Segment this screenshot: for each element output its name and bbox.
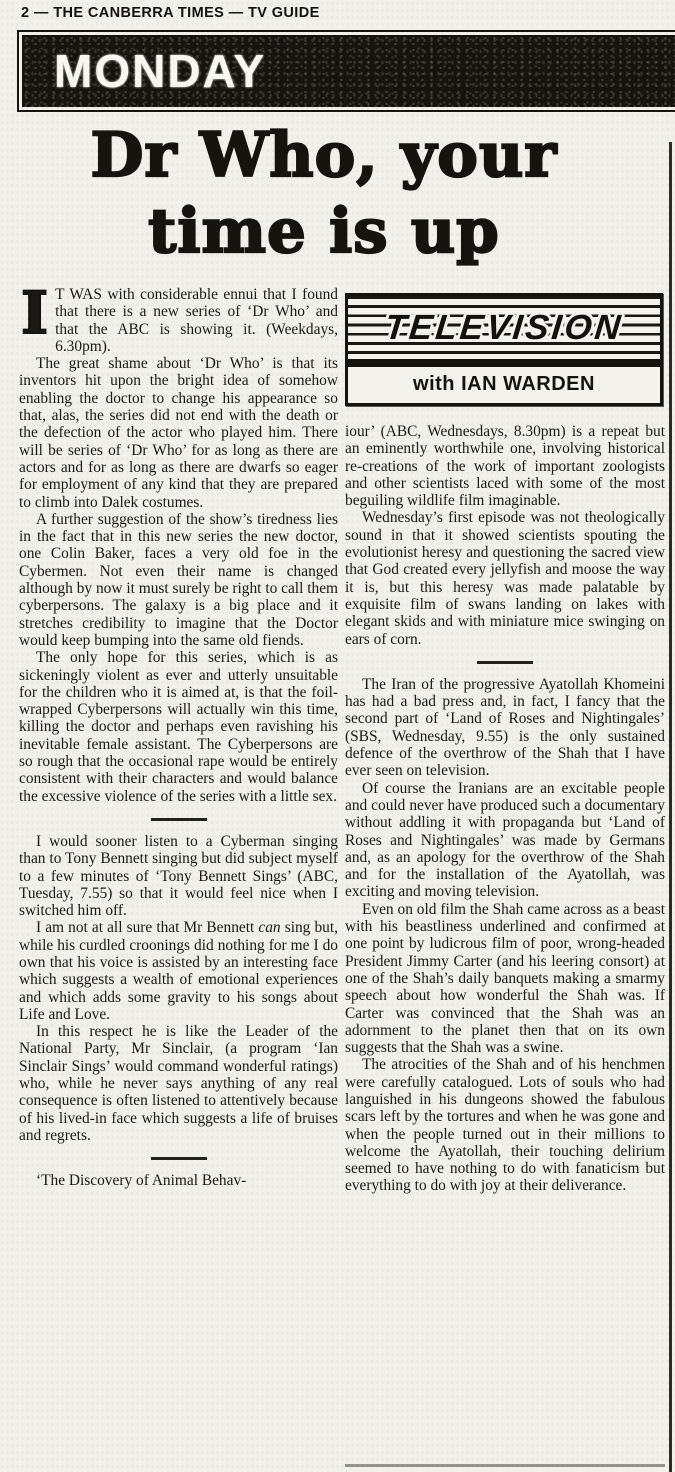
paragraph xyxy=(19,919,338,1023)
paragraph: I would sooner listen to a Cyberman singing than to Tony Bennett singing but did subject myself to a few minutes of ‘Tony Bennett Sings’ (ABC, Tuesday, 7.55) so that it would feel nice when I switched him off. xyxy=(19,832,338,920)
television-column-box xyxy=(345,293,663,406)
headline-line-1: Dr Who, your xyxy=(90,120,558,191)
paragraph-part: sing but, while his curdled croonings did nothing for me I do own that his voice is assisted by an interesting face which suggests a wealth of emotional experiences and which adds some gravity to his songs about Life and Love. xyxy=(19,919,338,1023)
paragraph: Wednesday’s first episode was not theologically sound in that it showed scientists spouting the evolutionist heresy and questioning the sacred view that God created every jellyfish and moose the way it is, but this heresy was made palatable by exquisite film of swans landing on lakes with elegant skids and with miniature mice swinging on ears of corn. xyxy=(345,509,665,648)
day-banner-bar xyxy=(22,35,675,107)
drop-cap: I xyxy=(21,279,49,347)
paragraph-lead-text: T WAS with considerable ennui that I found that there is a new series of ‘Dr Who’ and that the ABC is showing it. (Weekdays, 6.30pm). xyxy=(55,286,338,355)
italic-word: can xyxy=(258,919,281,937)
headline-line-2: time is up xyxy=(148,196,500,267)
paragraph: The only hope for this series, which is as sickeningly violent as ever and utterly unsuitable for the children who it is aimed at, is that the foil-wrapped Cyberpersons will actually win this time, killing the doctor and perhaps even ravishing his inevitable female assistant. The Cyberpersons are so rough that the occasional rape would be entirely consistent with their characters and would balance the excessive violence of the series with a little sex. xyxy=(19,649,338,805)
paragraph-part: I am not at all sure that Mr Bennett xyxy=(36,919,259,937)
left-column xyxy=(19,279,338,1190)
paragraph-continuation: iour’ (ABC, Wednesdays, 8.30pm) is a repeat but an eminently worthwhile one, involving historical re-creations of the work of important zoologists and other scientists laced with some of the most beguiling wildlife film imaginable. xyxy=(345,423,665,510)
paragraph: The atrocities of the Shah and of his henchmen were carefully catalogued. Lots of souls who had languished in his dungeons showed the fabulous scars left by the tortures and when he was gone and when the people turned out in their millions to welcome the Ayatollah, their touching delirium seemed to have nothing to do with fanaticism but everything to do with joy at their deliverance. xyxy=(345,1056,665,1195)
television-stripes xyxy=(348,296,660,359)
day-banner xyxy=(17,30,675,112)
paragraph-broken-word: ‘The Discovery of Animal Behav- xyxy=(36,1172,247,1190)
paragraph-lead xyxy=(19,279,338,355)
section-divider xyxy=(477,661,533,664)
section-divider xyxy=(151,1157,207,1160)
paragraph: A further suggestion of the show’s tiredness lies in the fact that in this new series the new doctor, one Colin Baker, faces a very old foe in the Cybermen. Not even their name is changed although by now it must surely be right to call them cyberpersons. The galaxy is a big place and it stretches credibility to imagine that the Doctor would keep bumping into the same old fiends. xyxy=(19,510,338,649)
paragraph: The great shame about ‘Dr Who’ is that its inventors hit upon the bright idea of somehow enabling the doctor to change his appearance so that, alas, the series did not end with the death or the defection of the actor who played him. There will be series of ‘Dr Who’ for as long as there are actors and for as long as there are dwarfs so eager for employment of any kind that they are prepared to climb into Dalek costumes. xyxy=(19,355,338,511)
paragraph: Even on old film the Shah came across as a beast with his beastliness underlined and confirmed at one point by ludicrous film of poor, wrong-headed President Jimmy Carter (and his leering consort) at one of the Shah’s daily banquets making a smarmy speech about how wonderful the Shah was. If Carter was convinced that the Shah was an adornment to the planet then that on its own suggests that the Shah was a swine. xyxy=(345,900,665,1057)
page-edge-rule xyxy=(669,142,672,1472)
right-column xyxy=(345,291,665,1195)
section-divider xyxy=(151,818,207,821)
paragraph: The Iran of the progressive Ayatollah Khomeini has had a bad press and, in fact, I fancy that the second part of ‘Land of Roses and Nightingales’ (SBS, Wednesday, 9.55) is the only sustained defence of the overthrow of the Shah that I have ever seen on television. xyxy=(345,675,665,780)
article-headline xyxy=(0,118,648,270)
television-byline: with IAN WARDEN xyxy=(413,373,595,396)
masthead: 2 — THE CANBERRA TIMES — TV GUIDE xyxy=(21,5,320,21)
television-title: TELEVISION xyxy=(382,308,626,347)
paragraph: In this respect he is like the Leader of the National Party, Mr Sinclair, (a program ‘Ian Sinclair Sings’ would command wonderful ratings) who, while he never says anything of any real consequence is often listened to attentively because of his lived-in face which suggests a life of bruises and regrets. xyxy=(19,1023,338,1144)
paragraph: Of course the Iranians are an excitable people and could never have produced such a documentary without addling it with propaganda but ‘Land of Roses and Nightingales’ was made by Germans and, as an apology for the overthrow of the Shah and for the installation of the Ayatollah, was exciting and moving television. xyxy=(345,779,665,901)
scan-artifact xyxy=(345,1464,665,1467)
television-separator xyxy=(348,359,660,367)
day-banner-label: MONDAY xyxy=(54,45,267,97)
